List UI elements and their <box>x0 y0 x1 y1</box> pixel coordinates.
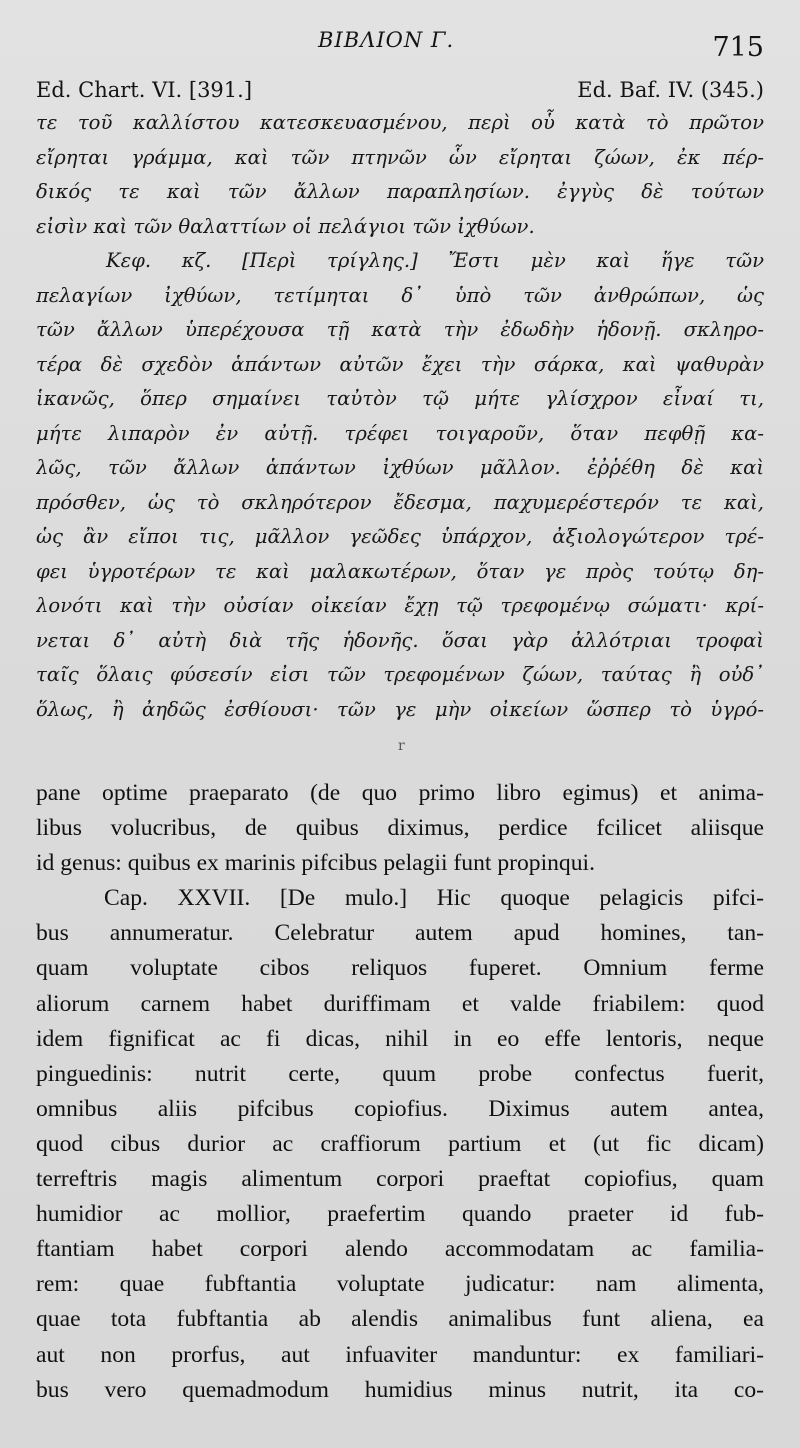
latin-line: humidior ac mollior, praefertim quando praeter id fub- <box>36 1201 764 1228</box>
page-number: 715 <box>712 32 764 63</box>
greek-line: λονότι καὶ τὴν οὐσίαν οἰκείαν ἔχῃ τῷ τρεφομένῳ σώματι· κρί- <box>36 594 764 617</box>
greek-line: τέρα δὲ σχεδὸν ἁπάντων αὐτῶν ἔχει τὴν σάρκα, καὶ ψαθυρὰν <box>36 352 764 376</box>
greek-line: πελαγίων ἰχθύων, τετίμηται δ᾽ ὑπὸ τῶν ἀνθρώπων, ὡς <box>36 283 764 307</box>
latin-line: aut non prorfus, aut infuaviter manduntur: ex familiari- <box>36 1341 764 1368</box>
greek-line: φει ὑγροτέρων τε καὶ μαλακωτέρων, ὅταν γε πρὸς τούτῳ δη- <box>36 559 764 583</box>
latin-line: quod cibus durior ac craffiorum partium et (ut fic dicam) <box>36 1130 764 1157</box>
latin-line: ftantiam habet corpori alendo accommodatam ac familia- <box>36 1236 764 1263</box>
latin-line: idem fignificat ac fi dicas, nihil in eo effe lentoris, neque <box>36 1025 764 1052</box>
greek-line: εἰσὶν καὶ τῶν θαλαττίων οἱ πελάγιοι τῶν ἰχθύων. <box>36 214 535 238</box>
edition-basel-ref: Ed. Baf. IV. (345.) <box>577 78 764 102</box>
stray-mark: r <box>398 738 405 754</box>
greek-line: δικός τε καὶ τῶν ἄλλων παραπλησίων. ἐγγὺς δὲ τούτων <box>36 180 764 203</box>
latin-line: rem: quae fubftantia voluptate judicatur: nam alimenta, <box>36 1271 764 1298</box>
latin-chapter-heading-line: Cap. XXVII. [De mulo.] Hic quoque pelagicis pifci- <box>104 885 764 912</box>
edition-references <box>36 78 764 108</box>
latin-line: libus volucribus, de quibus diximus, perdice fcilicet aliisque <box>36 815 764 842</box>
greek-line: ὅλως, ἢ ἀηδῶς ἐσθίουσι· τῶν γε μὴν οἰκείων ὥσπερ τὸ ὑγρό- <box>36 697 764 721</box>
greek-line: τῶν ἄλλων ὑπερέχουσα τῇ κατὰ τὴν ἐδωδὴν ἡδονῇ. σκληρο- <box>36 318 764 341</box>
latin-line: quam voluptate cibos reliquos fuperet. Omnium ferme <box>36 955 764 982</box>
edition-chartier-ref: Ed. Chart. VI. [391.] <box>36 78 253 102</box>
latin-line: omnibus aliis pifcibus copiofius. Diximus autem antea, <box>36 1095 764 1122</box>
greek-line: πρόσθεν, ὡς τὸ σκληρότερον ἔδεσμα, παχυμερέστερόν τε καὶ, <box>36 490 764 514</box>
latin-line: aliorum carnem habet duriffimam et valde friabilem: quod <box>36 990 764 1017</box>
latin-line: terreftris magis alimentum corpori praeftat copiofius, quam <box>36 1166 764 1193</box>
greek-text-block <box>36 106 764 727</box>
greek-line: ταῖς ὅλαις φύσεσίν εἰσι τῶν τρεφομένων ζώων, ταύτας ἢ οὐδ᾽ <box>36 663 764 686</box>
latin-line: quae tota fubftantia ab alendis animalibus funt aliena, ea <box>36 1306 764 1333</box>
greek-chapter-heading-line: Κεφ. κζ. [Περὶ τρίγλης.] Ἔστι μὲν καὶ ἥγε τῶν <box>106 249 764 272</box>
greek-line: τε τοῦ καλλίστου κατεσκευασμένου, περὶ οὗ κατὰ τὸ πρῶτον <box>36 111 764 134</box>
latin-line: bus vero quemadmodum humidius minus nutrit, ita co- <box>36 1376 764 1403</box>
greek-line: ἱκανῶς, ὅπερ σημαίνει ταὐτὸν τῷ μήτε γλίσχρον εἶναί τι, <box>36 387 764 410</box>
greek-line: νεται δ᾽ αὐτὴ διὰ τῆς ἡδονῆς. ὅσαι γὰρ ἀλλότριαι τροφαὶ <box>36 628 764 652</box>
greek-line: μήτε λιπαρὸν ἐν αὐτῇ. τρέφει τοιγαροῦν, ὅταν πεφθῇ κα- <box>36 421 764 445</box>
latin-line: pinguedinis: nutrit certe, quum probe confectus fuerit, <box>36 1060 764 1087</box>
greek-line: ὡς ἂν εἴποι τις, μᾶλλον γεῶδες ὑπάρχον, ἀξιολογώτερον τρέ- <box>36 525 764 548</box>
greek-line: εἴρηται γράμμα, καὶ τῶν πτηνῶν ὧν εἴρηται ζώων, ἐκ πέρ- <box>36 145 764 169</box>
running-head <box>0 28 800 64</box>
latin-line: bus annumeratur. Celebratur autem apud homines, tan- <box>36 920 764 947</box>
latin-text-block <box>36 776 764 1408</box>
running-title: ΒΙΒΛΙΟΝ Γ. <box>318 28 455 52</box>
greek-line: λῶς, τῶν ἄλλων ἁπάντων ἰχθύων μᾶλλον. ἐῤῥέθη δὲ καὶ <box>36 456 764 479</box>
latin-line: id genus: quibus ex marinis pifcibus pelagii funt propinqui. <box>36 850 595 877</box>
latin-line: pane optime praeparato (de quo primo libro egimus) et anima- <box>36 780 764 806</box>
